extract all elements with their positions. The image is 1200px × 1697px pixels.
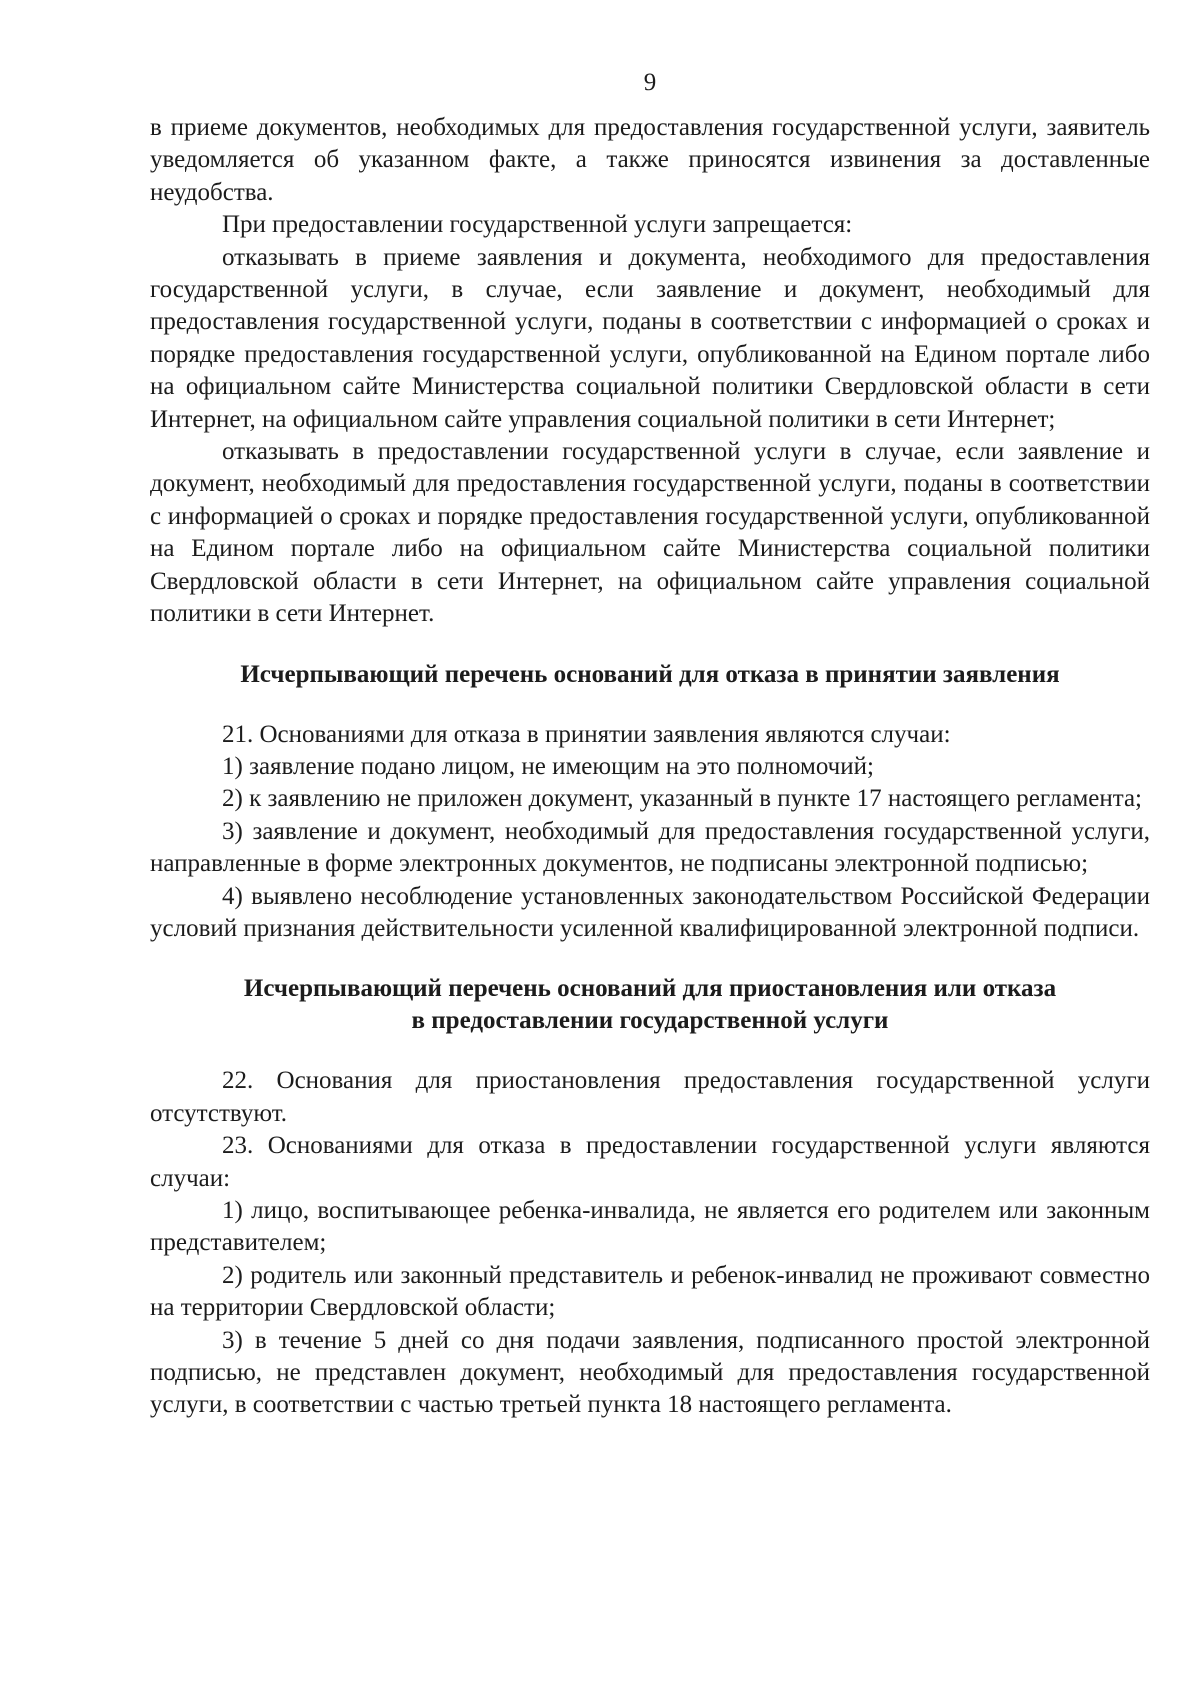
section-heading-line-2: в предоставлении государственной услуги (411, 1007, 889, 1035)
paragraph-prohibited-item-2: отказывать в предоставлении государственной услуги в случае, если заявление и документ, необходимый для предоставления государственной услуги, поданы в соответствии с информацией о сроках и порядке предоставления государственной услуги, опубликованной на Едином портале либо на официальном сайте Министерства социальной политики Свердловской области в сети Интернет, на официальном сайте управления социальной политики в сети Интернет. (150, 438, 1150, 628)
clause-21: 21. Основаниями для отказа в принятии заявления являются случаи: (222, 720, 951, 748)
clause-21-item-4: 4) выявлено несоблюдение установленных законодательством Российской Федерации условий признания действительности усиленной квалифицированной электронной подписи. (150, 882, 1150, 942)
clause-23: 23. Основаниями для отказа в предоставлении государственной услуги являются случаи: (150, 1132, 1150, 1192)
clause-21-item-3: 3) заявление и документ, необходимый для предоставления государственной услуги, направленные в форме электронных документов, не подписаны электронной подписью; (150, 817, 1150, 878)
clause-23-item-3: 3) в течение 5 дней со дня подачи заявления, подписанного простой электронной подписью, не представлен документ, необходимый для предоставления государственной услуги, в соответствии с частью третьей пункта 18 настоящего регламента. (150, 1326, 1150, 1419)
clause-23-item-2: 2) родитель или законный представитель и ребенок-инвалид не проживают совместно на территории Свердловской области; (150, 1261, 1150, 1322)
document-page (150, 60, 1150, 1422)
section-heading-suspension-refusal (150, 973, 1150, 1037)
clause-21-item-1: 1) заявление подано лицом, не имеющим на это полномочий; (222, 752, 874, 780)
clause-21-item-2: 2) к заявлению не приложен документ, указанный в пункте 17 настоящего регламента; (222, 785, 1143, 813)
clause-23-item-1: 1) лицо, воспитывающее ребенка-инвалида, не является его родителем или законным представителем; (150, 1196, 1150, 1257)
paragraph-prohibited-item-1: отказывать в приеме заявления и документа, необходимого для предоставления государственной услуги, в случае, если заявление и документ, необходимый для предоставления государственной услуги, поданы в соответствии с информацией о сроках и порядке предоставления государственной услуги, опубликованной на Едином портале либо на официальном сайте Министерства социальной политики Свердловской области в сети Интернет, на официальном сайте управления социальной политики в сети Интернет; (150, 243, 1150, 433)
section-heading-line-1: Исчерпывающий перечень оснований для приостановления или отказа (243, 975, 1057, 1003)
page-number: 9 (643, 69, 657, 96)
paragraph-prohibited-intro: При предоставлении государственной услуги запрещается: (222, 211, 853, 239)
paragraph-continuation: в приеме документов, необходимых для предоставления государственной услуги, заявитель уведомляется об указанном факте, а также приносятся извинения за доставленные неудобства. (150, 114, 1150, 206)
section-heading-refusal-acceptance: Исчерпывающий перечень оснований для отказа в принятии заявления (240, 660, 1060, 688)
clause-22: 22. Основания для приостановления предоставления государственной услуги отсутствуют. (150, 1067, 1150, 1127)
